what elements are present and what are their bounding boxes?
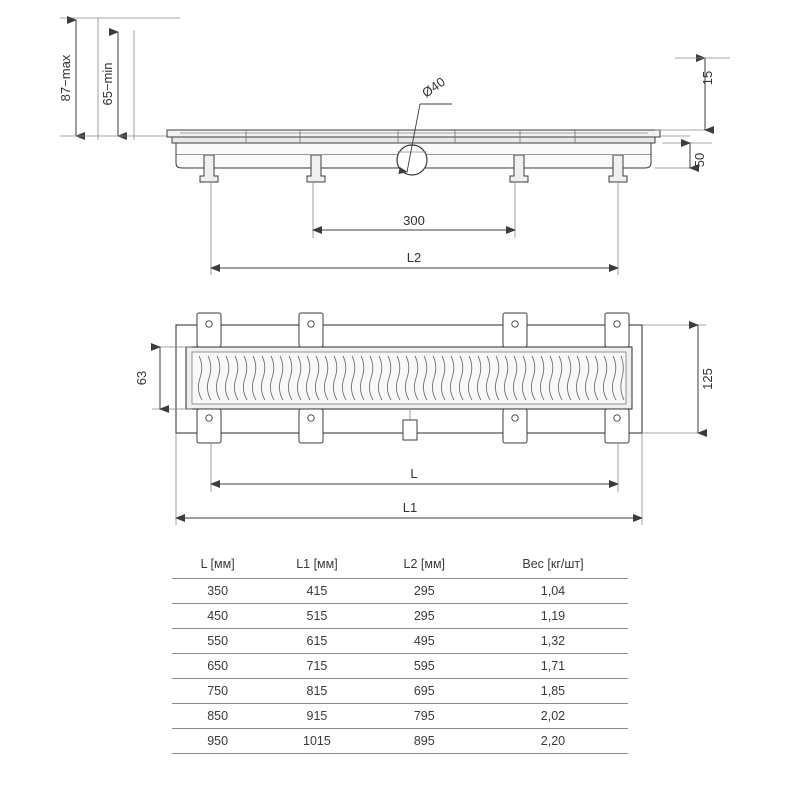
cell-l: 650: [172, 654, 263, 679]
table-row: [172, 579, 628, 604]
column-header-l1: L1 [мм]: [263, 552, 370, 579]
cell-weight: 1,85: [478, 679, 628, 704]
label-dim-50: 50: [692, 152, 707, 168]
column-header-l: L [мм]: [172, 552, 263, 579]
label-dim-l: L: [410, 466, 418, 481]
label-dim-l2: L2: [406, 250, 422, 265]
label-height-min: 65−min: [100, 62, 115, 106]
column-header-l2: L2 [мм]: [371, 552, 478, 579]
table-row: [172, 629, 628, 654]
cell-weight: 1,19: [478, 604, 628, 629]
cell-l1: 1015: [263, 729, 370, 754]
cell-l2: 595: [371, 654, 478, 679]
cell-l2: 795: [371, 704, 478, 729]
column-header-weight: Вес [кг/шт]: [478, 552, 628, 579]
cell-weight: 2,20: [478, 729, 628, 754]
cell-l1: 515: [263, 604, 370, 629]
table-row: [172, 729, 628, 754]
label-dim-15: 15: [700, 70, 715, 86]
cell-l2: 295: [371, 579, 478, 604]
label-dim-63: 63: [134, 370, 149, 386]
cell-l2: 895: [371, 729, 478, 754]
table-row: [172, 704, 628, 729]
table-row: [172, 679, 628, 704]
table-row: [172, 604, 628, 629]
label-pipe-diameter: Ø40: [419, 74, 448, 101]
cell-l: 550: [172, 629, 263, 654]
cell-l: 850: [172, 704, 263, 729]
cell-weight: 2,02: [478, 704, 628, 729]
cell-l1: 415: [263, 579, 370, 604]
cell-weight: 1,71: [478, 654, 628, 679]
table-row: [172, 654, 628, 679]
label-dim-300: 300: [403, 213, 425, 228]
label-dim-l1: L1: [402, 500, 418, 515]
label-height-max: 87−max: [58, 54, 73, 102]
specification-table: [172, 552, 628, 754]
cell-l: 350: [172, 579, 263, 604]
cell-l1: 915: [263, 704, 370, 729]
cell-l1: 815: [263, 679, 370, 704]
table-header-row: [172, 552, 628, 579]
cell-l2: 495: [371, 629, 478, 654]
cell-l2: 295: [371, 604, 478, 629]
cell-l1: 615: [263, 629, 370, 654]
cell-l: 750: [172, 679, 263, 704]
cell-l: 450: [172, 604, 263, 629]
cell-weight: 1,04: [478, 579, 628, 604]
label-dim-125: 125: [700, 368, 715, 390]
cell-l1: 715: [263, 654, 370, 679]
cell-l: 950: [172, 729, 263, 754]
cell-weight: 1,32: [478, 629, 628, 654]
cell-l2: 695: [371, 679, 478, 704]
